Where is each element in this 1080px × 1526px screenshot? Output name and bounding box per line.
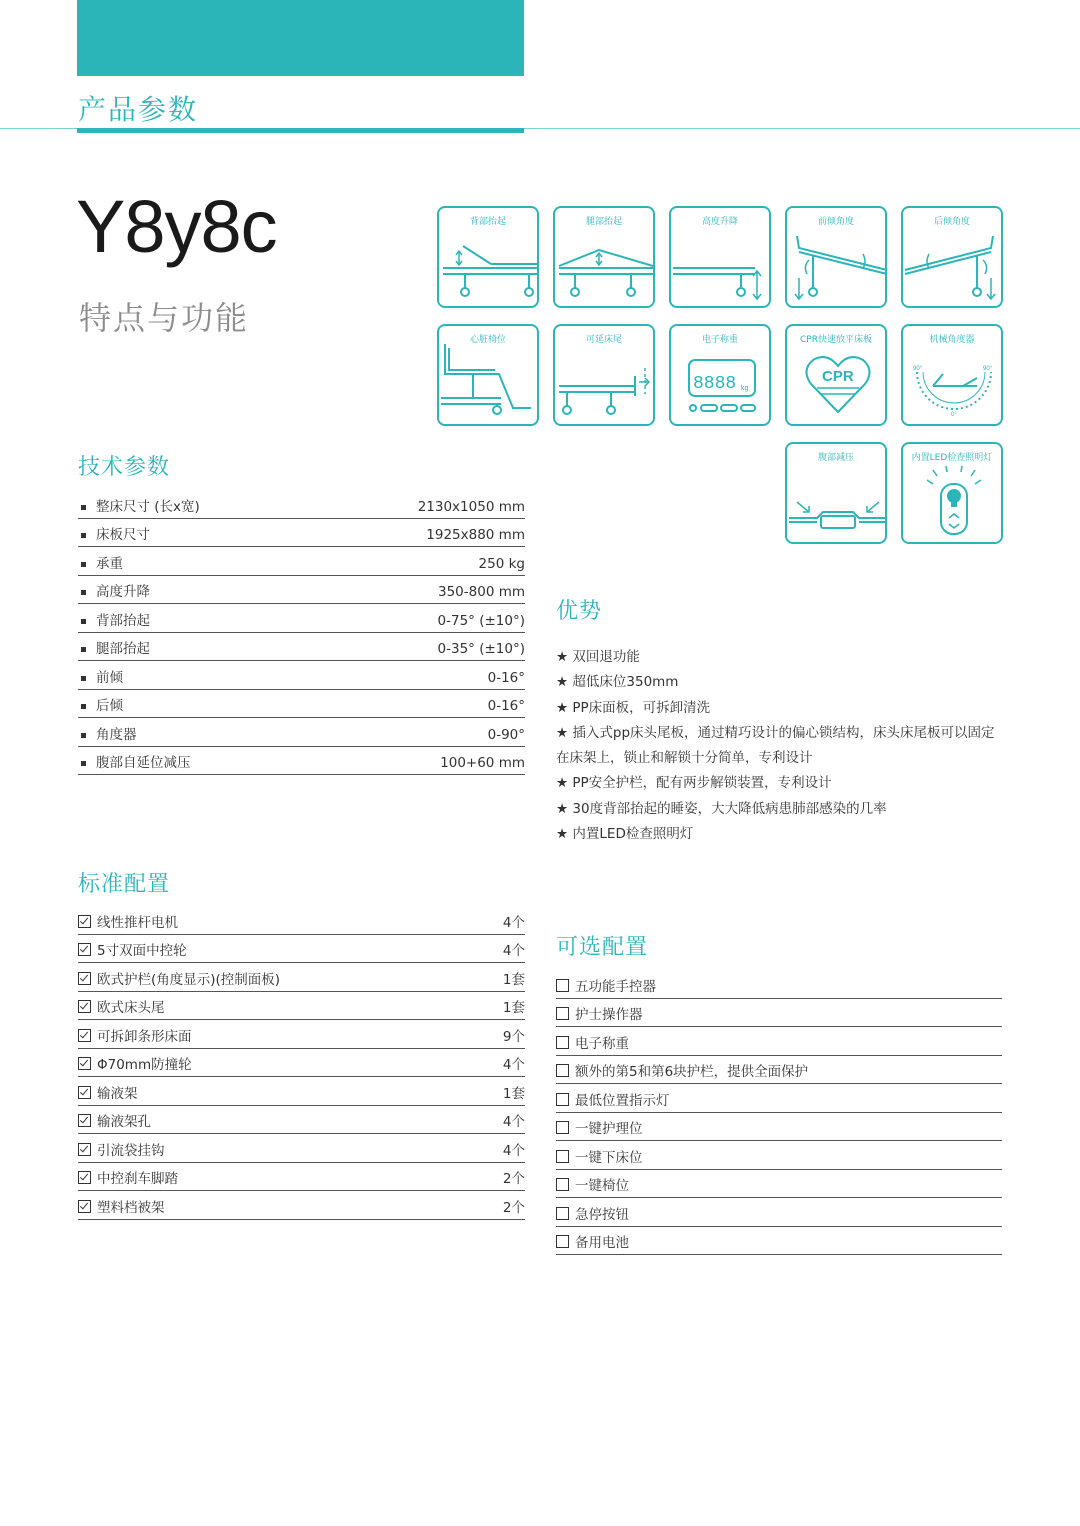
param-label: 后倾 bbox=[96, 698, 123, 714]
angle-right-mark: 90° bbox=[983, 366, 993, 372]
angle-left-mark: 90° bbox=[913, 366, 923, 372]
config-qty: 1套 bbox=[502, 1000, 525, 1016]
param-label: 高度升降 bbox=[96, 584, 150, 600]
advantage-item: ★ 超低床位350mm bbox=[556, 674, 679, 691]
weighing-scale-icon bbox=[669, 324, 771, 426]
config-label: 输液架孔 bbox=[97, 1114, 151, 1130]
optional-config-heading: 可选配置 bbox=[556, 935, 649, 960]
list-item bbox=[78, 718, 525, 747]
bullet-icon bbox=[81, 562, 86, 567]
option-label: 一键护理位 bbox=[575, 1121, 643, 1137]
icon-caption: 腿部抬起 bbox=[585, 217, 622, 227]
config-qty: 4个 bbox=[502, 943, 525, 959]
param-label: 背部抬起 bbox=[96, 612, 150, 629]
config-label: 引流袋挂钩 bbox=[97, 1142, 165, 1159]
icon-caption: 背部抬起 bbox=[469, 217, 506, 227]
advantage-item: ★ 30度背部抬起的睡姿，大大降低病患肺部感染的几率 bbox=[556, 800, 887, 817]
param-label: 角度器 bbox=[96, 726, 137, 743]
list-item bbox=[556, 1027, 1002, 1056]
checked-box-icon bbox=[78, 943, 91, 956]
icon-caption: 后倾角度 bbox=[933, 217, 970, 227]
list-item bbox=[556, 970, 1002, 999]
product-subtitle: 特点与功能 bbox=[79, 299, 250, 337]
checked-box-icon bbox=[78, 915, 91, 928]
optional-config-list bbox=[556, 970, 1002, 1255]
param-label: 腹部自延位减压 bbox=[96, 755, 191, 771]
list-item bbox=[556, 999, 1002, 1028]
list-item bbox=[78, 1163, 525, 1192]
option-label: 一键椅位 bbox=[575, 1178, 629, 1194]
icon-caption: CPR快速放平床板 bbox=[800, 335, 872, 345]
config-label: 塑料档被架 bbox=[97, 1199, 165, 1216]
advantage-item: ★ 双回退功能 bbox=[556, 649, 640, 665]
product-model: Y8y8c bbox=[76, 185, 277, 268]
config-label: 欧式床头尾 bbox=[97, 1000, 165, 1016]
list-item bbox=[78, 935, 525, 964]
list-item bbox=[78, 1077, 525, 1106]
list-item bbox=[78, 1049, 525, 1078]
cpr-text: CPR bbox=[822, 368, 854, 385]
config-label: 5寸双面中控轮 bbox=[97, 943, 187, 959]
checked-box-icon bbox=[78, 1000, 91, 1013]
backrest-raise-icon bbox=[437, 206, 539, 308]
config-label: 可拆卸条形床面 bbox=[97, 1028, 192, 1045]
param-value: 0-75° (±10°) bbox=[437, 612, 525, 629]
bullet-icon bbox=[81, 676, 86, 681]
checked-box-icon bbox=[78, 1029, 91, 1042]
abdominal-decompression-icon bbox=[785, 442, 887, 544]
option-label: 备用电池 bbox=[575, 1235, 629, 1251]
bullet-icon bbox=[81, 505, 86, 510]
option-label: 护士操作器 bbox=[575, 1007, 643, 1023]
param-label: 床板尺寸 bbox=[96, 527, 150, 543]
param-value: 350-800 mm bbox=[438, 584, 525, 600]
param-value: 250 kg bbox=[478, 555, 525, 572]
config-qty: 4个 bbox=[502, 1057, 525, 1073]
config-label: Φ70mm防撞轮 bbox=[97, 1057, 192, 1073]
list-item bbox=[556, 1170, 1002, 1199]
section-title: 产品参数 bbox=[78, 93, 199, 126]
config-qty: 4个 bbox=[502, 914, 525, 931]
tech-params-list bbox=[78, 490, 525, 775]
config-label: 中控刹车脚踏 bbox=[97, 1171, 178, 1187]
unchecked-box-icon bbox=[556, 1007, 569, 1020]
header-accent-bar bbox=[77, 128, 524, 133]
config-qty: 2个 bbox=[502, 1171, 525, 1187]
checked-box-icon bbox=[78, 1143, 91, 1156]
param-label: 承重 bbox=[96, 555, 123, 572]
angle-indicator-icon bbox=[901, 324, 1003, 426]
unchecked-box-icon bbox=[556, 1178, 569, 1191]
option-label: 电子称重 bbox=[575, 1035, 629, 1052]
list-item bbox=[78, 547, 525, 576]
bullet-icon bbox=[81, 733, 86, 738]
checked-box-icon bbox=[78, 1200, 91, 1213]
icon-caption: 高度升降 bbox=[701, 217, 738, 227]
icon-caption: 内置LED检查照明灯 bbox=[911, 453, 993, 463]
unchecked-box-icon bbox=[556, 1036, 569, 1049]
option-label: 最低位置指示灯 bbox=[575, 1092, 670, 1109]
led-light-icon bbox=[901, 442, 1003, 544]
bullet-icon bbox=[81, 590, 86, 595]
checked-box-icon bbox=[78, 1086, 91, 1099]
list-item bbox=[78, 576, 525, 605]
unchecked-box-icon bbox=[556, 1121, 569, 1134]
option-label: 额外的第5和第6块护栏，提供全面保护 bbox=[575, 1064, 809, 1080]
cpr-heart-icon bbox=[785, 324, 887, 426]
list-item bbox=[78, 992, 525, 1021]
option-label: 一键下床位 bbox=[575, 1149, 643, 1166]
param-value: 0-16° bbox=[487, 669, 525, 686]
bullet-icon bbox=[81, 533, 86, 538]
checked-box-icon bbox=[78, 972, 91, 985]
scale-display-text: 8888 bbox=[693, 374, 737, 394]
list-item bbox=[78, 963, 525, 992]
advantages-list bbox=[556, 645, 1002, 847]
standard-config-heading: 标准配置 bbox=[78, 872, 171, 897]
config-qty: 1套 bbox=[502, 971, 525, 988]
param-label: 腿部抬起 bbox=[96, 641, 150, 657]
option-label: 急停按钮 bbox=[575, 1206, 629, 1223]
param-value: 1925x880 mm bbox=[426, 527, 525, 543]
list-item bbox=[78, 1191, 525, 1220]
list-item bbox=[78, 690, 525, 719]
list-item bbox=[78, 1134, 525, 1163]
config-label: 输液架 bbox=[97, 1085, 138, 1102]
trendelenburg-icon bbox=[785, 206, 887, 308]
bullet-icon bbox=[81, 704, 86, 709]
advantages-heading: 优势 bbox=[556, 599, 603, 624]
config-qty: 4个 bbox=[502, 1114, 525, 1130]
list-item bbox=[556, 1084, 1002, 1113]
list-item bbox=[556, 1227, 1002, 1256]
list-item bbox=[556, 1056, 1002, 1085]
checked-box-icon bbox=[78, 1057, 91, 1070]
cardiac-chair-icon bbox=[437, 324, 539, 426]
bullet-icon bbox=[81, 761, 86, 766]
bed-extension-icon bbox=[553, 324, 655, 426]
list-item bbox=[78, 1106, 525, 1135]
config-label: 欧式护栏(角度显示)(控制面板) bbox=[97, 971, 281, 988]
list-item bbox=[556, 1198, 1002, 1227]
height-adjust-icon bbox=[669, 206, 771, 308]
config-qty: 2个 bbox=[502, 1199, 525, 1216]
param-label: 整床尺寸 (长x宽) bbox=[96, 498, 200, 515]
param-value: 0-16° bbox=[487, 698, 525, 714]
list-item bbox=[78, 1020, 525, 1049]
list-item bbox=[78, 661, 525, 690]
config-qty: 1套 bbox=[502, 1085, 525, 1102]
advantage-item: ★ 内置LED检查照明灯 bbox=[556, 826, 694, 843]
list-item bbox=[78, 633, 525, 662]
reverse-trendelenburg-icon bbox=[901, 206, 1003, 308]
icon-caption: 可延床尾 bbox=[585, 335, 622, 345]
unchecked-box-icon bbox=[556, 1207, 569, 1220]
param-value: 0-35° (±10°) bbox=[437, 641, 525, 657]
unchecked-box-icon bbox=[556, 979, 569, 992]
tech-params-heading: 技术参数 bbox=[78, 455, 171, 480]
standard-config-list bbox=[78, 906, 525, 1220]
unchecked-box-icon bbox=[556, 1064, 569, 1077]
list-item bbox=[78, 747, 525, 776]
list-item bbox=[78, 490, 525, 519]
icon-caption: 腹部减压 bbox=[817, 453, 854, 463]
icon-caption: 前倾角度 bbox=[817, 217, 854, 227]
knee-raise-icon bbox=[553, 206, 655, 308]
unchecked-box-icon bbox=[556, 1093, 569, 1106]
param-value: 0-90° bbox=[487, 726, 525, 743]
param-value: 100+60 mm bbox=[440, 755, 525, 771]
angle-bottom-mark: 0° bbox=[951, 412, 957, 418]
icon-caption: 机械角度器 bbox=[929, 335, 975, 345]
list-item bbox=[78, 604, 525, 633]
icon-caption: 电子称重 bbox=[701, 335, 738, 345]
config-label: 线性推杆电机 bbox=[97, 914, 178, 931]
icon-caption: 心脏椅位 bbox=[469, 335, 506, 345]
unchecked-box-icon bbox=[556, 1235, 569, 1248]
list-item bbox=[556, 1113, 1002, 1142]
param-value: 2130x1050 mm bbox=[417, 498, 525, 515]
option-label: 五功能手控器 bbox=[575, 978, 656, 995]
checked-box-icon bbox=[78, 1171, 91, 1184]
config-qty: 4个 bbox=[502, 1142, 525, 1159]
list-item bbox=[556, 1141, 1002, 1170]
advantage-item: ★ 插入式pp床头尾板，通过精巧设计的偏心锁结构，床头床尾板可以固定在床架上，锁止和解锁十分简单，专利设计 bbox=[556, 724, 995, 767]
config-qty: 9个 bbox=[502, 1028, 525, 1045]
list-item bbox=[78, 519, 525, 548]
param-label: 前倾 bbox=[96, 669, 123, 686]
scale-unit-text: kg bbox=[741, 385, 749, 392]
list-item bbox=[78, 906, 525, 935]
header-color-block bbox=[77, 0, 524, 76]
advantage-item: ★ PP床面板，可拆卸清洗 bbox=[556, 699, 711, 716]
bullet-icon bbox=[81, 619, 86, 624]
advantage-item: ★ PP安全护栏，配有两步解锁装置，专利设计 bbox=[556, 775, 832, 792]
unchecked-box-icon bbox=[556, 1150, 569, 1163]
bullet-icon bbox=[81, 647, 86, 652]
checked-box-icon bbox=[78, 1114, 91, 1127]
